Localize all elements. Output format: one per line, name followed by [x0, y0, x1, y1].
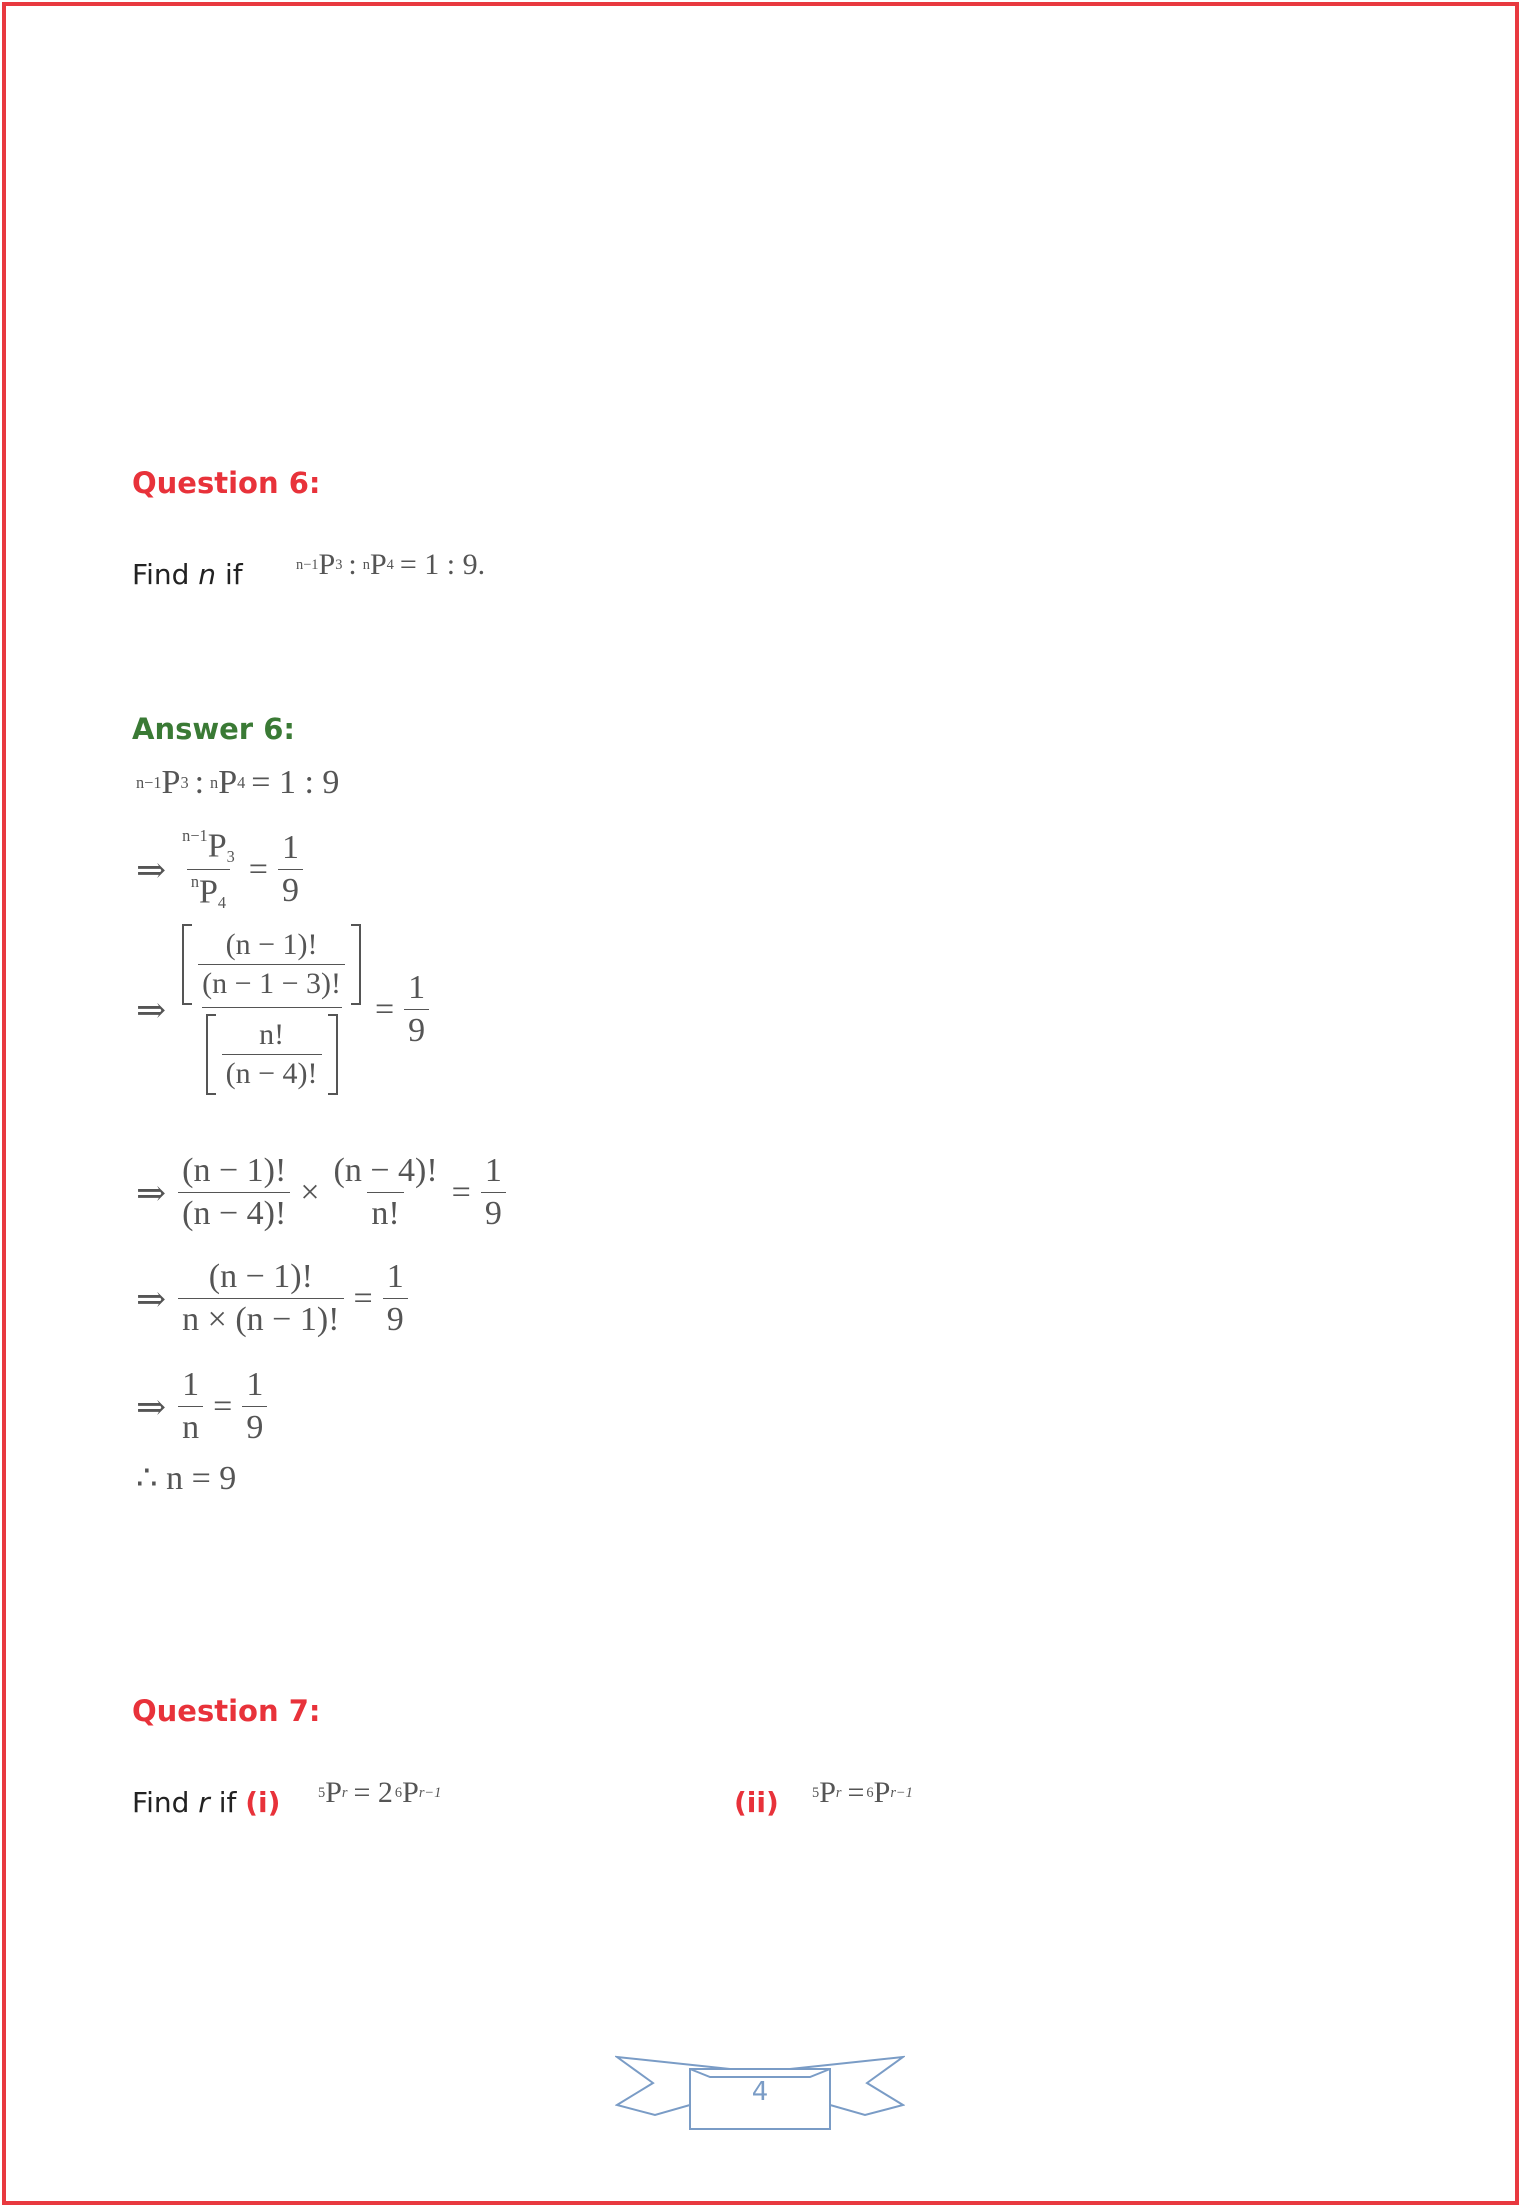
question-6-prompt	[132, 558, 243, 591]
q7ii-sup2: 6	[866, 1784, 874, 1801]
l2-rhs-den: 9	[278, 869, 303, 910]
l3-n2: n!	[259, 1018, 285, 1051]
question-7-heading: Question 7:	[132, 1694, 321, 1728]
q7i-sup1: 5	[318, 1784, 326, 1801]
q7-expression-i: 5 P r = 2 6 P r−1	[318, 1776, 442, 1809]
page-number-ribbon	[615, 2055, 905, 2135]
answer-conclusion: ∴ n = 9	[136, 1460, 237, 1497]
question-7-prompt	[132, 1786, 280, 1819]
question-6-heading: Question 6:	[132, 466, 321, 500]
ratio: = 1 : 9.	[399, 548, 486, 581]
l5-n1: (n − 1)!	[208, 1258, 313, 1295]
q7i-sup2: 6	[394, 1784, 403, 1801]
perm1-sup: n−1	[296, 556, 319, 573]
l6-d1: n	[178, 1406, 203, 1447]
q7-variable: r	[198, 1786, 210, 1819]
l2-sub1: 3	[226, 847, 235, 867]
l4-rhs-num: 1	[484, 1152, 502, 1189]
q7-if: if	[218, 1786, 237, 1819]
l4-n2: (n − 4)!	[333, 1152, 438, 1189]
l1-sup1: n−1	[136, 773, 162, 792]
l5-rhs-num: 1	[386, 1258, 404, 1295]
l2-rhs-num: 1	[281, 829, 299, 867]
l5-frac1	[178, 1258, 343, 1339]
answer-line-6: ⇒ $\frac{1}{n}$ = $\frac{1}{9}$	[136, 1366, 271, 1447]
l3-rhs-num: 1	[408, 969, 426, 1006]
l4-d2: n!	[367, 1192, 403, 1233]
q7ii-sub1: r	[835, 1784, 842, 1801]
perm1-sub: 3	[335, 556, 343, 573]
answer-line-5: ⇒ $\frac{(n - 1)!}{n \times (n - 1)!}$ = $\frac{1}{9}$	[136, 1258, 412, 1339]
perm2-sub: 4	[386, 556, 394, 573]
answer-line-2: ⇒ $\frac{^{n-1}P_3}{^nP_4}$ = $\frac{1}{9}$	[136, 826, 307, 913]
l2-fraction: $\frac{^{n-1}P_3}{^nP_4}$	[182, 826, 235, 913]
l4-frac2	[330, 1152, 442, 1233]
prompt-variable: n	[198, 558, 217, 591]
l4-rhs	[481, 1152, 506, 1233]
l4-n1: (n − 1)!	[182, 1152, 287, 1189]
prompt-find: Find	[132, 558, 190, 591]
q7-part-ii	[734, 1786, 779, 1819]
q7i-sub1: r	[341, 1784, 348, 1801]
answer-line-1: n−1 P 3 : n P 4 = 1 : 9	[136, 764, 340, 801]
q7i-mid: = 2	[353, 1776, 393, 1809]
q7-part-ii-label: (ii)	[734, 1786, 779, 1819]
l6-n1: 1	[182, 1366, 200, 1403]
l4-d1: (n − 4)!	[178, 1192, 290, 1233]
q7-part-i-label: (i)	[245, 1786, 281, 1819]
l1-sup2: n	[210, 773, 219, 792]
q7-find: Find	[132, 1786, 190, 1819]
l3-rhs-den: 9	[404, 1009, 429, 1050]
l4-rhs-den: 9	[481, 1192, 506, 1233]
l6-rhs	[242, 1366, 267, 1447]
l1-sub1: 3	[180, 773, 189, 792]
q7-expression-ii: 5 P r = 6 P r−1	[812, 1776, 913, 1809]
l3-compound-fraction	[178, 924, 365, 1095]
implies-symbol: ⇒	[136, 1278, 167, 1319]
l4-frac1	[178, 1152, 290, 1233]
q7ii-mid: =	[847, 1776, 865, 1809]
l2-sup2: n	[190, 872, 199, 892]
l3-n1: (n − 1)!	[225, 928, 318, 961]
perm2-sup: n	[362, 556, 370, 573]
l5-rhs	[383, 1258, 408, 1339]
prompt-if: if	[224, 558, 243, 591]
l2-rhs	[278, 829, 303, 910]
l6-rhs-den: 9	[242, 1406, 267, 1447]
page-number: 4	[751, 2077, 769, 2107]
answer-line-4: ⇒ $\frac{(n - 1)!}{(n - 4)!}$ × $\frac{(n - 4)!}{n!}$ = $\frac{1}{9}$	[136, 1152, 510, 1233]
q7i-sub2: r−1	[418, 1784, 442, 1801]
l1-sub2: 4	[237, 773, 246, 792]
implies-symbol: ⇒	[136, 1386, 167, 1427]
l6-frac1	[178, 1366, 203, 1447]
l3-d2: (n − 4)!	[222, 1054, 322, 1091]
l1-rhs: = 1 : 9	[251, 764, 340, 801]
l3-d1: (n − 1 − 3)!	[198, 964, 345, 1001]
l2-sup1: n−1	[182, 826, 208, 845]
l5-d1: n × (n − 1)!	[178, 1298, 343, 1339]
answer-6-heading: Answer 6:	[132, 712, 295, 746]
l3-rhs	[404, 969, 429, 1050]
answer-line-3: ⇒ $\frac{\frac{(n - 1)!}{(n - 1 - 3)!}}{\frac{n!}{(n - 4)!}}$ = $\frac{1}{9}$	[136, 924, 433, 1095]
question-6-expression: n−1 P 3 : n P 4 = 1 : 9.	[296, 548, 486, 581]
page-border	[2, 2, 1519, 2205]
implies-symbol: ⇒	[136, 989, 167, 1030]
implies-symbol: ⇒	[136, 849, 167, 890]
l6-rhs-num: 1	[246, 1366, 264, 1403]
q7ii-sub2: r−1	[890, 1784, 913, 1801]
implies-symbol: ⇒	[136, 1172, 167, 1213]
l5-rhs-den: 9	[383, 1298, 408, 1339]
l2-sub2: 4	[217, 893, 227, 913]
q7ii-sup1: 5	[812, 1784, 820, 1801]
